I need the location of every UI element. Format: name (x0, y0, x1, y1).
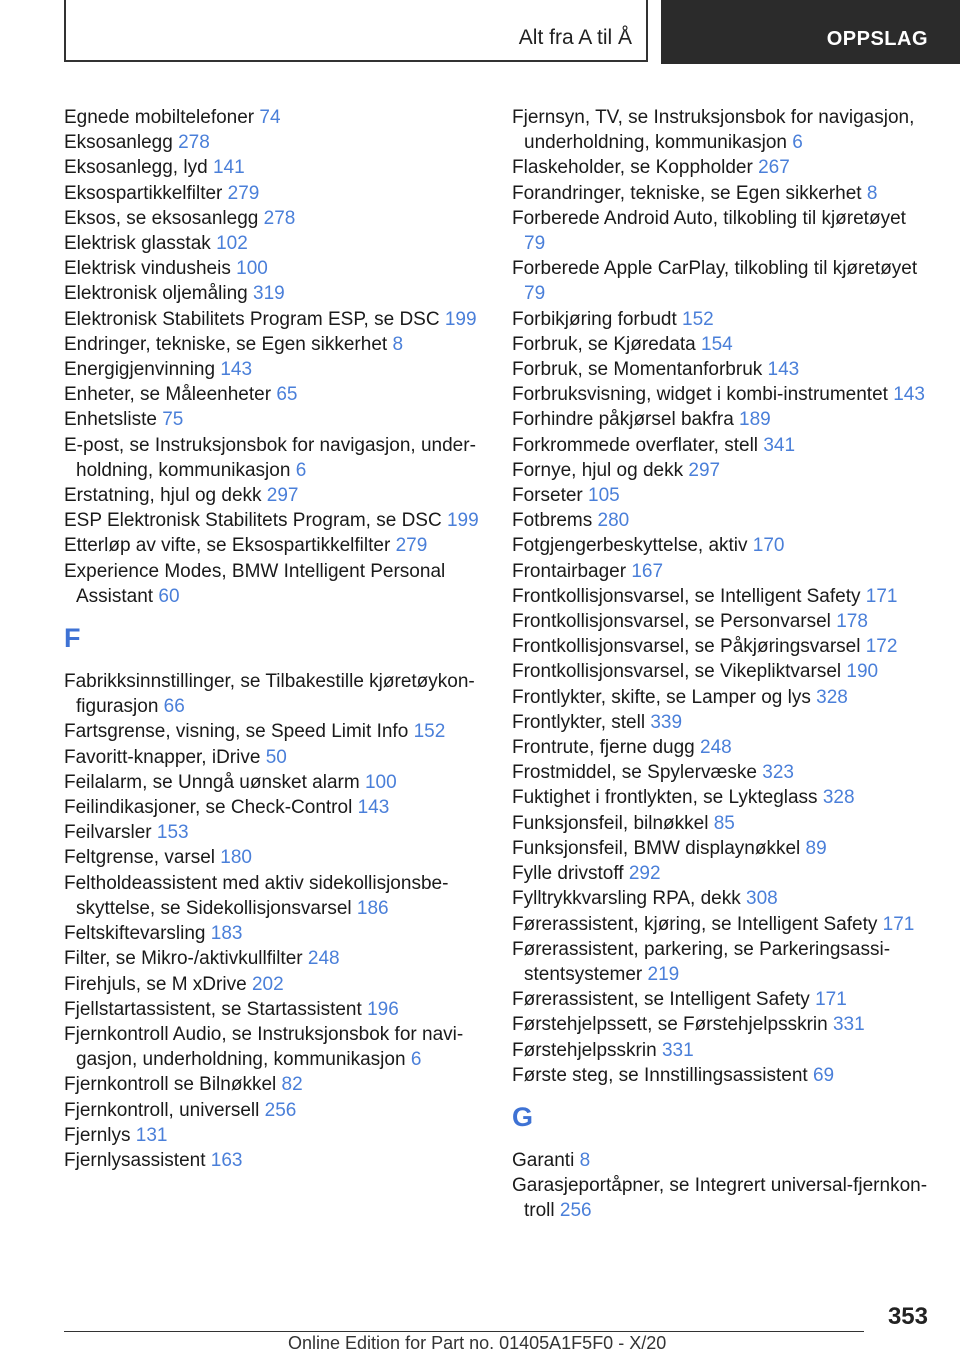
page-reference-link[interactable]: 6 (295, 459, 307, 481)
index-entry-text: Fjernlys (64, 1124, 131, 1146)
index-entry (512, 836, 932, 861)
page-reference-link[interactable]: 172 (865, 636, 898, 658)
index-entry (64, 871, 484, 921)
page-reference-link[interactable]: 256 (559, 1200, 592, 1222)
page-reference-link[interactable]: 328 (822, 787, 855, 809)
page-reference-link[interactable]: 279 (227, 182, 260, 204)
index-entry (512, 357, 932, 382)
index-entry-text: Elektrisk glasstak (64, 233, 211, 255)
section-title: Alt fra A til Å (518, 26, 632, 49)
index-entry-text: Feilindikasjoner, se Check-Control (64, 797, 353, 819)
index-entry (512, 710, 932, 735)
index-entry-text: Elektrisk vindusheis (64, 258, 231, 280)
index-letter-heading: F (64, 623, 81, 654)
index-entry-text: Frontkollisjonsvarsel, se Intelligent Safety (512, 585, 861, 607)
index-entry-text: Frontkollisjonsvarsel, se Vikepliktvarsel (512, 661, 842, 683)
index-entry-text: Fjellstartassistent, se Startassistent (64, 998, 362, 1020)
index-entry-text: Fjernsyn, TV, se Instruksjonsbok for navigasjon, underholdning, kommunikasjon (512, 107, 915, 154)
page-reference-link[interactable]: 89 (805, 837, 827, 859)
page-reference-link[interactable]: 163 (210, 1149, 243, 1171)
page-reference-link[interactable]: 292 (628, 863, 661, 885)
index-letter-heading: G (512, 1101, 534, 1132)
page-reference-link[interactable]: 319 (253, 283, 285, 305)
page-reference-link[interactable]: 219 (647, 963, 680, 985)
page-reference-link[interactable]: 189 (739, 409, 771, 431)
index-entry-text: Førerassistent, se Intelligent Safety (512, 989, 810, 1011)
index-entry (64, 105, 484, 130)
index-entry-text: Enhetsliste (64, 409, 157, 431)
index-entry (512, 332, 932, 357)
page-reference-link[interactable]: 256 (264, 1099, 297, 1121)
page-reference-link[interactable]: 79 (524, 283, 546, 305)
index-entry-text: Garanti (512, 1149, 575, 1171)
index-entry-text: Forseter (512, 485, 583, 507)
page-reference-link[interactable]: 328 (816, 686, 848, 708)
index-entry (512, 206, 932, 256)
page-reference-link[interactable]: 82 (281, 1074, 303, 1096)
index-entry-text: Forberede Apple CarPlay, tilkobling til kjøretøyet (512, 258, 918, 280)
index-entry-text: Fabrikksinnstillinger, se Tilbakestille kjøretøykonfigurasjon (64, 671, 475, 718)
page-reference-link[interactable]: 60 (158, 585, 180, 607)
page-reference-link[interactable]: 8 (392, 333, 404, 355)
index-entry (64, 1123, 484, 1148)
index-entry-text: Eksosanlegg, lyd (64, 157, 208, 179)
page-reference-link[interactable]: 331 (661, 1039, 694, 1061)
page-reference-link[interactable]: 171 (815, 989, 847, 1011)
index-entry (64, 921, 484, 946)
index-entry (512, 760, 932, 785)
index-entry (512, 634, 932, 659)
index-entry (64, 972, 484, 997)
index-entry (64, 719, 484, 744)
index-entry (512, 105, 932, 155)
index-entry (64, 669, 484, 719)
chapter-title: OPPSLAG (826, 28, 928, 50)
chapter-tab (661, 0, 960, 64)
index-entry (64, 820, 484, 845)
index-entry-text: Energigjenvinning (64, 359, 216, 381)
page-reference-link[interactable]: 102 (216, 233, 248, 255)
index-entry-text: Feltgrense, varsel (64, 847, 216, 869)
index-entry-text: Førerassistent, kjøring, se Intelligent Safety (512, 913, 878, 935)
page-reference-link[interactable]: 186 (356, 897, 389, 919)
index-entry (64, 1072, 484, 1097)
page-reference-link[interactable]: 66 (163, 696, 185, 718)
index-entry-text: Filter, se Mikro-/aktivkullfilter (64, 948, 303, 970)
page-reference-link[interactable]: 267 (758, 157, 790, 179)
index-entry-text: Firehjuls, se M xDrive (64, 973, 247, 995)
index-entry (512, 307, 932, 332)
index-entry (64, 281, 484, 306)
index-entry-text: Eksos, se eksosanlegg (64, 207, 259, 229)
page-reference-link[interactable]: 141 (212, 157, 245, 179)
index-entry-text: Egnede mobiltelefoner (64, 107, 255, 128)
index-entry (64, 307, 484, 332)
index-entry-text: ESP Elektronisk Stabilitets Program, se DSC (64, 510, 442, 532)
index-entry-text: Endringer, tekniske, se Egen sikkerhet (64, 333, 388, 355)
page-reference-link[interactable]: 297 (688, 459, 721, 481)
page-reference-link[interactable]: 8 (866, 182, 878, 204)
page-number: 353 (887, 1303, 928, 1330)
index-entry (64, 231, 484, 256)
page-reference-link[interactable]: 279 (395, 535, 428, 557)
index-entry (64, 357, 484, 382)
index-column-left (64, 105, 484, 1173)
index-entry-text: Funksjonsfeil, bilnøkkel (512, 812, 709, 834)
index-entry (512, 861, 932, 886)
page-reference-link[interactable]: 167 (631, 560, 664, 582)
page-reference-link[interactable]: 143 (893, 384, 925, 406)
page-reference-link[interactable]: 143 (357, 797, 390, 819)
index-entry-text: Eksosanlegg (64, 132, 173, 154)
index-entry-text: Forhindre påkjørsel bakfra (512, 409, 734, 431)
index-entry (512, 1012, 932, 1037)
index-entry (512, 886, 932, 911)
index-entry-text: Feilalarm, se Unngå uønsket alarm (64, 771, 360, 793)
page-reference-link[interactable]: 79 (524, 233, 546, 255)
page-reference-link[interactable]: 171 (882, 913, 915, 935)
page-reference-link[interactable]: 85 (713, 812, 735, 834)
page-reference-link[interactable]: 153 (156, 822, 189, 844)
index-entry (512, 1173, 932, 1223)
page-reference-link[interactable]: 75 (162, 409, 184, 431)
page-reference-link[interactable]: 280 (597, 510, 630, 532)
index-entry (512, 937, 932, 987)
index-entry (64, 382, 484, 407)
index-entry-text: Fartsgrense, visning, se Speed Limit Info (64, 721, 409, 743)
index-entry (512, 458, 932, 483)
index-entry-text: Eksospartikkelfilter (64, 182, 223, 204)
index-entry-text: Frontkollisjonsvarsel, se Påkjøringsvarsel (512, 636, 861, 658)
index-entry (64, 256, 484, 281)
index-entry-text: Fjernlysassistent (64, 1149, 206, 1171)
index-entry (64, 745, 484, 770)
index-entry (64, 332, 484, 357)
footer-edition: Online Edition for Part no. 01405A1F5F0 - X/20 (288, 1333, 667, 1353)
page-reference-link[interactable]: 196 (367, 998, 399, 1020)
index-entry (512, 1063, 932, 1088)
page-reference-link[interactable]: 50 (265, 746, 287, 768)
page-reference-link[interactable]: 341 (763, 434, 796, 456)
index-entry (64, 508, 484, 533)
index-entry (64, 155, 484, 180)
index-entry (64, 559, 484, 609)
page-reference-link[interactable]: 143 (767, 359, 800, 381)
index-entry-text: Forberede Android Auto, tilkobling til kjøretøyet (512, 207, 906, 229)
page-reference-link[interactable]: 171 (865, 585, 898, 607)
index-entry (64, 433, 484, 483)
index-entry (64, 407, 484, 432)
index-entry-text: Forbruk, se Kjøredata (512, 333, 696, 355)
page-reference-link[interactable]: 152 (413, 721, 446, 743)
index-entry-text: Fotgjengerbeskyttelse, aktiv (512, 535, 748, 557)
page-reference-link[interactable]: 152 (682, 308, 714, 330)
index-entry (512, 609, 932, 634)
index-entry-text: Førerassistent, parkering, se Parkeringsassistentsystemer (512, 938, 891, 985)
index-entry-text: Favoritt-knapper, iDrive (64, 746, 261, 768)
page-reference-link[interactable]: 278 (178, 132, 210, 154)
page-reference-link[interactable]: 6 (410, 1049, 422, 1071)
index-entry (64, 130, 484, 155)
index-entry (64, 483, 484, 508)
footer-divider (64, 1331, 864, 1332)
page-reference-link[interactable]: 100 (236, 258, 268, 280)
page-reference-link[interactable]: 202 (251, 973, 284, 995)
page-reference-link[interactable]: 278 (263, 207, 296, 229)
index-entry (512, 785, 932, 810)
index-entry-text: Feilvarsler (64, 822, 152, 844)
index-entry (64, 795, 484, 820)
index-entry (512, 508, 932, 533)
page-reference-link[interactable]: 199 (446, 510, 479, 532)
index-entry-text: Garasjeportåpner, se Integrert universal-fjernkontroll (512, 1175, 928, 1222)
index-entry-text: Fuktighet i frontlykten, se Lykteglass (512, 787, 818, 809)
index-entry (512, 659, 932, 684)
index-entry (64, 1022, 484, 1072)
page-reference-link[interactable]: 100 (364, 771, 397, 793)
index-entry-text: Funksjonsfeil, BMW displaynøkkel (512, 837, 801, 859)
index-column-right (512, 105, 932, 1224)
index-entry (512, 256, 932, 306)
page-reference-link[interactable]: 190 (846, 661, 879, 683)
index-entry (512, 987, 932, 1012)
section-tab (64, 0, 648, 62)
index-entry (512, 559, 932, 584)
index-entry (512, 811, 932, 836)
index-entry-text: Enheter, se Måleenheter (64, 384, 272, 406)
index-entry-text: Frontkollisjonsvarsel, se Personvarsel (512, 611, 831, 633)
index-entry (64, 845, 484, 870)
index-entry-text: Elektronisk oljemåling (64, 283, 248, 305)
index-entry-text: Forbikjøring forbudt (512, 308, 677, 330)
index-entry-text: Fylle drivstoff (512, 863, 624, 885)
page-reference-link[interactable]: 131 (135, 1124, 168, 1146)
index-entry-text: Fylltrykkvarsling RPA, dekk (512, 888, 741, 910)
index-entry-text: Erstatning, hjul og dekk (64, 485, 262, 507)
page-reference-link[interactable]: 248 (307, 948, 340, 970)
index-entry-text: Flaskeholder, se Koppholder (512, 157, 753, 179)
index-entry-text: Forbruk, se Momentanforbruk (512, 359, 763, 381)
page-reference-link[interactable]: 6 (792, 132, 803, 154)
index-entry-text: Etterløp av vifte, se Eksospartikkelfilter (64, 535, 391, 557)
index-entry-text: Fjernkontroll se Bilnøkkel (64, 1074, 277, 1096)
index-entry (64, 533, 484, 558)
index-entry (512, 1148, 932, 1173)
index-entry (64, 1148, 484, 1173)
index-entry-text: Frostmiddel, se Spylervæske (512, 762, 757, 784)
page-reference-link[interactable]: 323 (762, 762, 794, 784)
page-reference-link[interactable]: 74 (259, 107, 281, 128)
index-entry (64, 946, 484, 971)
page-reference-link[interactable]: 308 (746, 888, 778, 910)
index-entry-text: Frontlykter, skifte, se Lamper og lys (512, 686, 811, 708)
index-entry-text: Fjernkontroll, universell (64, 1099, 260, 1121)
index-entry (64, 997, 484, 1022)
index-entry-text: Feltholdeassistent med aktiv sidekollisjonsbeskyttelse, se Sidekollisjonsvarsel (64, 872, 449, 919)
index-entry-text: Førstehjelpssett, se Førstehjelpsskrin (512, 1014, 828, 1036)
index-entry (64, 181, 484, 206)
index-entry-text: Forkrommede overflater, stell (512, 434, 759, 456)
page-reference-link[interactable]: 331 (832, 1014, 865, 1036)
index-entry-text: Førstehjelpsskrin (512, 1039, 657, 1061)
index-entry-text: Fornye, hjul og dekk (512, 459, 684, 481)
index-entry (512, 483, 932, 508)
index-entry (64, 206, 484, 231)
index-entry-text: Forbruksvisning, widget i kombi-instrumentet (512, 384, 888, 406)
index-entry-text: Fjernkontroll Audio, se Instruksjonsbok for navigasjon, underholdning, kommunikasjon (64, 1023, 464, 1071)
page-reference-link[interactable]: 65 (276, 384, 298, 406)
page-reference-link[interactable]: 8 (579, 1149, 591, 1171)
page-reference-link[interactable]: 143 (220, 359, 253, 381)
page-reference-link[interactable]: 178 (836, 611, 868, 633)
index-entry (512, 735, 932, 760)
page-header (0, 0, 960, 66)
index-entry-text: Elektronisk Stabilitets Program ESP, se DSC (64, 308, 440, 330)
index-entry-text: Frontrute, fjerne dugg (512, 737, 695, 759)
index-entry (512, 155, 932, 180)
page-reference-link[interactable]: 105 (588, 485, 620, 507)
page-reference-link[interactable]: 183 (210, 923, 243, 945)
index-entry-text: Feltskiftevarsling (64, 923, 206, 945)
index-entry-text: Frontlykter, stell (512, 711, 646, 733)
index-entry (64, 1098, 484, 1123)
index-entry-text: Første steg, se Innstillingsassistent (512, 1064, 808, 1086)
index-entry (512, 533, 932, 558)
page-reference-link[interactable]: 180 (220, 847, 252, 869)
index-entry (64, 770, 484, 795)
page-reference-link[interactable]: 170 (752, 535, 785, 557)
page-reference-link[interactable]: 154 (701, 333, 733, 355)
page-reference-link[interactable]: 339 (650, 711, 683, 733)
index-entry (512, 912, 932, 937)
page-reference-link[interactable]: 199 (444, 308, 477, 330)
index-entry (512, 1038, 932, 1063)
index-entry (512, 407, 932, 432)
index-entry-text: Fotbrems (512, 510, 593, 532)
index-entry-text: Experience Modes, BMW Intelligent Personal Assistant (64, 560, 446, 607)
index-entry (512, 584, 932, 609)
page-reference-link[interactable]: 297 (266, 485, 299, 507)
index-entry-text: Frontairbager (512, 560, 627, 582)
index-entry (512, 382, 932, 407)
index-entry (512, 181, 932, 206)
page-reference-link[interactable]: 69 (812, 1064, 835, 1086)
index-entry-text: Forandringer, tekniske, se Egen sikkerhet (512, 182, 862, 204)
page-reference-link[interactable]: 248 (700, 737, 732, 759)
index-entry (512, 433, 932, 458)
index-entry-text: E-post, se Instruksjonsbok for navigasjon, underholdning, kommunikasjon (64, 434, 476, 481)
index-entry (512, 685, 932, 710)
